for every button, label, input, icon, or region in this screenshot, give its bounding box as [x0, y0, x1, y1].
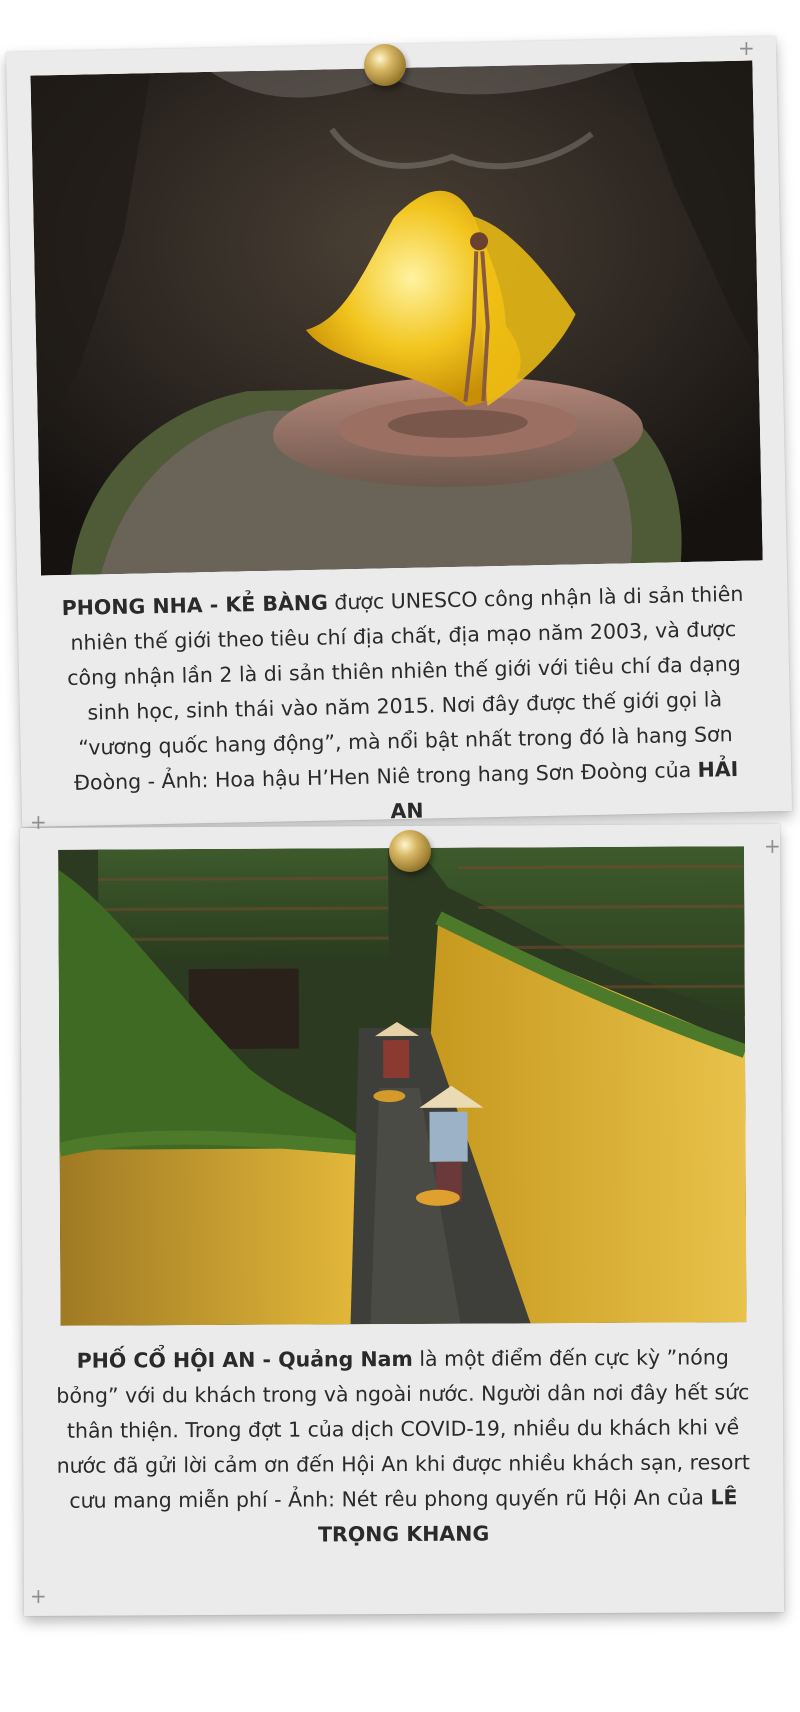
plus-mark-icon: + — [738, 36, 755, 60]
caption-author: HẢI AN — [390, 756, 739, 824]
photo-caption — [57, 577, 752, 836]
thumbtack-pin-icon — [389, 830, 431, 872]
cave-dancer-photo — [30, 61, 762, 576]
caption-body: được UNESCO công nhận là di sản thiên nhiên thế giới theo tiêu chí địa chất, địa mạo năm 2003, và được công nhận lần 2 là di sản thiên nhiên thế giới với tiêu chí đa dạng sinh học, sinh thái vào năm 2015. Nơi đây được thế giới gọi là “vương quốc hang động”, mà nổi bật nhất trong đó là hang Sơn Đoòng - Ảnh: Hoa hậu H’Hen Niê trong hang Sơn Đoòng của — [67, 581, 744, 795]
caption-body: là một điểm đến cực kỳ ”nóng bỏng” với du khách trong và ngoài nước. Người dân nơi đây hết sức thân thiện. Trong đợt 1 của dịch COVID-19, nhiều du khách khi về nước đã gửi lời cảm ơn đến Hội An khi được nhiều khách sạn, resort cưu mang miễn phí - Ảnh: Nét rêu phong quyến rũ Hội An của — [56, 1345, 750, 1513]
thumbtack-pin-icon — [364, 44, 406, 86]
caption-location: PHONG NHA - KẺ BÀNG — [61, 590, 329, 621]
photo-caption — [53, 1340, 754, 1554]
plus-mark-icon: + — [30, 1584, 47, 1608]
plus-mark-icon: + — [30, 810, 47, 834]
caption-location: PHỐ CỔ HỘI AN - Quảng Nam — [76, 1346, 413, 1373]
photo-card-phong-nha — [6, 36, 792, 827]
plus-mark-icon: + — [764, 834, 781, 858]
hoi-an-alley-photo — [58, 846, 746, 1326]
photo-card-hoi-an — [20, 824, 784, 1616]
caption-author: LÊ TRỌNG KHANG — [317, 1485, 738, 1547]
